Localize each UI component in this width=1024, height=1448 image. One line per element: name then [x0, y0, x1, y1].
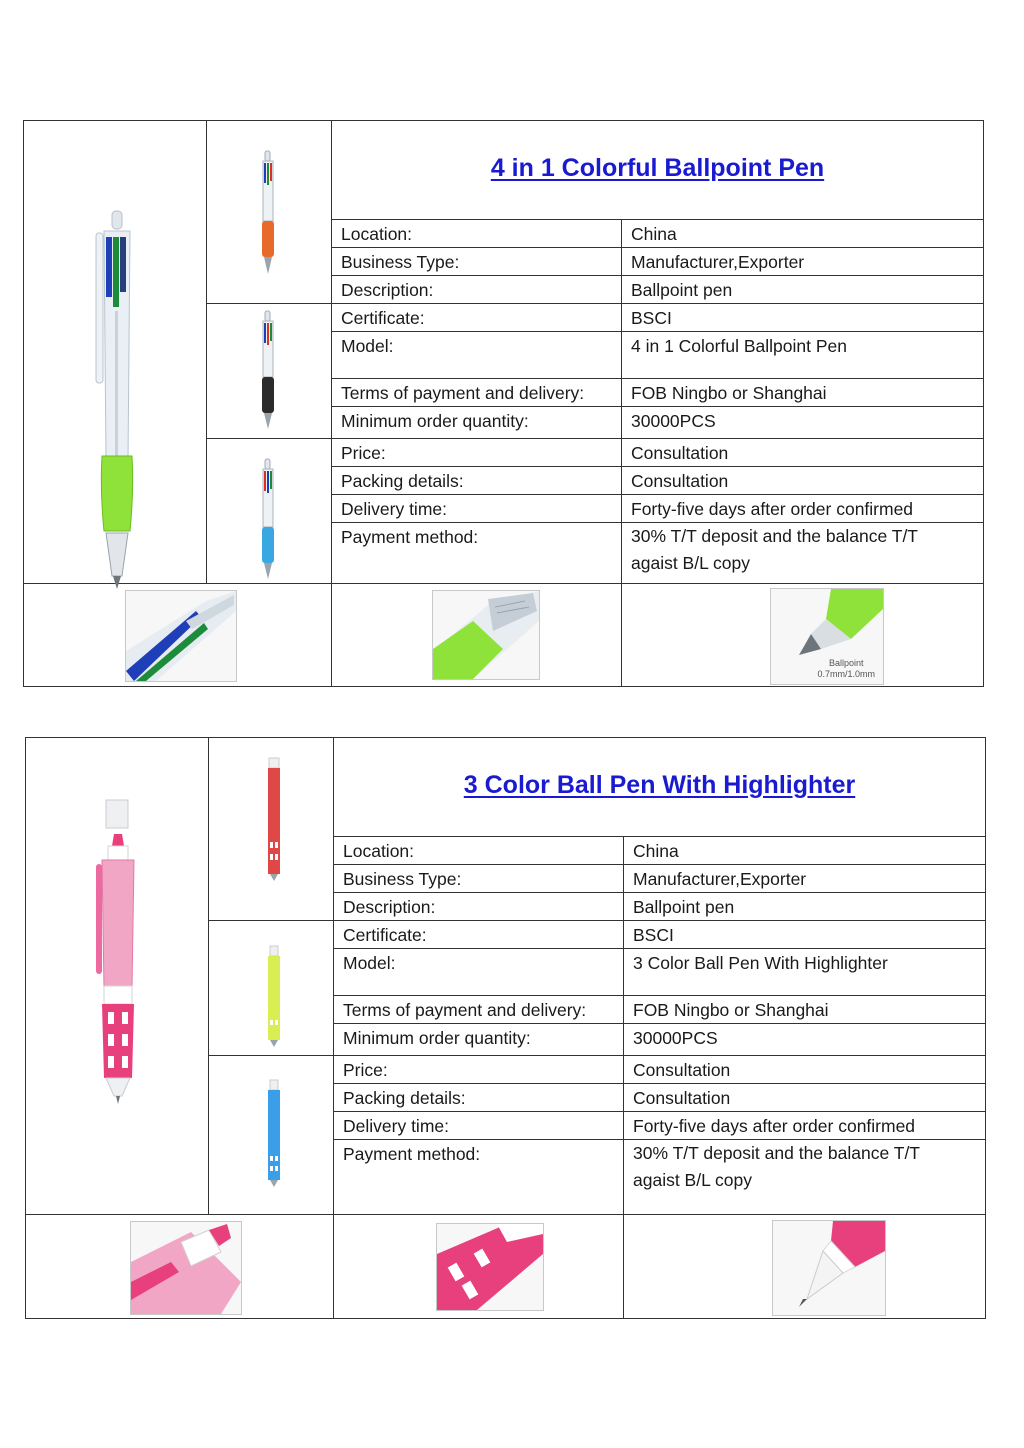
- grid-line: [208, 920, 986, 921]
- spec-value-certificate: BSCI: [631, 308, 672, 328]
- variant-blue-pen: [262, 1078, 286, 1188]
- highlighter-cap-detail-icon: [131, 1222, 241, 1314]
- variant-blue-pen: [256, 457, 280, 581]
- spec-label-location: Location:: [343, 841, 415, 861]
- variant-red-pen: [262, 756, 286, 882]
- grid-line: [26, 1214, 986, 1215]
- grid-line: [206, 303, 984, 304]
- product-title[interactable]: 4 in 1 Colorful Ballpoint Pen: [490, 154, 825, 182]
- spec-label-price: Price:: [341, 443, 386, 463]
- product-sheet-2: [25, 737, 986, 1319]
- spec-value-payment: 30% T/T deposit and the balance T/T agaist B/L copy: [633, 1143, 920, 1190]
- spec-label-delivery: Delivery time:: [343, 1116, 449, 1136]
- spec-label-payment: Payment method:: [341, 527, 479, 547]
- grid-line: [333, 738, 334, 1319]
- spec-value-moq: 30000PCS: [633, 1028, 718, 1048]
- spec-label-location: Location:: [341, 224, 413, 244]
- variant-yellow-pen: [262, 944, 286, 1048]
- spec-value-description: Ballpoint pen: [631, 280, 733, 300]
- detail-photo-tip: [770, 588, 884, 685]
- pen-point-detail-icon: [773, 1221, 885, 1315]
- spec-label-price: Price:: [343, 1060, 388, 1080]
- spec-label-payment: Payment method:: [343, 1144, 481, 1164]
- spec-value-model: 3 Color Ball Pen With Highlighter: [633, 953, 888, 973]
- detail-photo-cap: [130, 1221, 242, 1315]
- spec-value-model: 4 in 1 Colorful Ballpoint Pen: [631, 336, 847, 356]
- main-pen-image: [82, 201, 172, 591]
- detail-photo-point: [772, 1220, 886, 1316]
- four-color-pen-icon: [82, 201, 172, 591]
- spec-label-moq: Minimum order quantity:: [341, 411, 529, 431]
- spec-label-business-type: Business Type:: [343, 869, 462, 889]
- detail-photo-grip: [432, 590, 540, 680]
- spec-label-terms: Terms of payment and delivery:: [341, 383, 585, 403]
- spec-value-location: China: [633, 841, 679, 861]
- variant-black-pen: [256, 309, 280, 431]
- spec-value-description: Ballpoint pen: [633, 897, 735, 917]
- detail-photo-grip: [436, 1223, 544, 1311]
- product-sheet-1: [23, 120, 984, 687]
- red-highlighter-pen-icon: [262, 756, 286, 882]
- tip-caption-line-2: 0.7mm/1.0mm: [817, 669, 875, 679]
- highlighter-pen-icon: [88, 798, 178, 1108]
- blue-grip-pen-icon: [256, 457, 280, 581]
- spec-value-certificate: BSCI: [633, 925, 674, 945]
- grid-line: [206, 121, 207, 583]
- grid-line: [208, 738, 209, 1214]
- yellow-highlighter-pen-icon: [262, 944, 286, 1048]
- pink-grip-detail-icon: [437, 1224, 543, 1310]
- spec-label-terms: Terms of payment and delivery:: [343, 1000, 587, 1020]
- spec-label-model: Model:: [343, 953, 396, 973]
- spec-label-packing: Packing details:: [341, 471, 464, 491]
- tip-caption: [817, 658, 875, 680]
- spec-value-packing: Consultation: [633, 1088, 731, 1108]
- spec-label-moq: Minimum order quantity:: [343, 1028, 531, 1048]
- pen-clip-detail-icon: [126, 591, 236, 681]
- spec-value-location: China: [631, 224, 677, 244]
- spec-label-description: Description:: [343, 897, 436, 917]
- grid-line: [206, 438, 984, 439]
- spec-label-certificate: Certificate:: [343, 925, 427, 945]
- main-pen-image: [88, 798, 178, 1108]
- spec-value-payment: 30% T/T deposit and the balance T/T agaist B/L copy: [631, 526, 918, 573]
- spec-label-delivery: Delivery time:: [341, 499, 447, 519]
- spec-value-business-type: Manufacturer,Exporter: [633, 869, 807, 889]
- orange-grip-pen-icon: [256, 149, 280, 277]
- detail-photo-clip: [125, 590, 237, 682]
- spec-value-business-type: Manufacturer,Exporter: [631, 252, 805, 272]
- spec-value-price: Consultation: [631, 443, 729, 463]
- spec-label-certificate: Certificate:: [341, 308, 425, 328]
- spec-label-business-type: Business Type:: [341, 252, 460, 272]
- product-title[interactable]: 3 Color Ball Pen With Highlighter: [463, 771, 856, 799]
- spec-value-packing: Consultation: [631, 471, 729, 491]
- spec-value-moq: 30000PCS: [631, 411, 716, 431]
- spec-label-model: Model:: [341, 336, 394, 356]
- grid-line: [623, 836, 624, 1319]
- pen-grip-detail-icon: [433, 591, 539, 679]
- spec-value-delivery: Forty-five days after order confirmed: [633, 1116, 916, 1136]
- variant-orange-pen: [256, 149, 280, 277]
- spec-value-price: Consultation: [633, 1060, 731, 1080]
- blue-highlighter-pen-icon: [262, 1078, 286, 1188]
- tip-caption-line-1: Ballpoint: [828, 658, 864, 668]
- grid-line: [331, 121, 332, 687]
- spec-label-packing: Packing details:: [343, 1088, 466, 1108]
- black-grip-pen-icon: [256, 309, 280, 431]
- spec-label-description: Description:: [341, 280, 434, 300]
- spec-value-terms: FOB Ningbo or Shanghai: [633, 1000, 829, 1020]
- spec-value-delivery: Forty-five days after order confirmed: [631, 499, 914, 519]
- grid-line: [208, 1055, 986, 1056]
- spec-value-terms: FOB Ningbo or Shanghai: [631, 383, 827, 403]
- grid-line: [621, 219, 622, 687]
